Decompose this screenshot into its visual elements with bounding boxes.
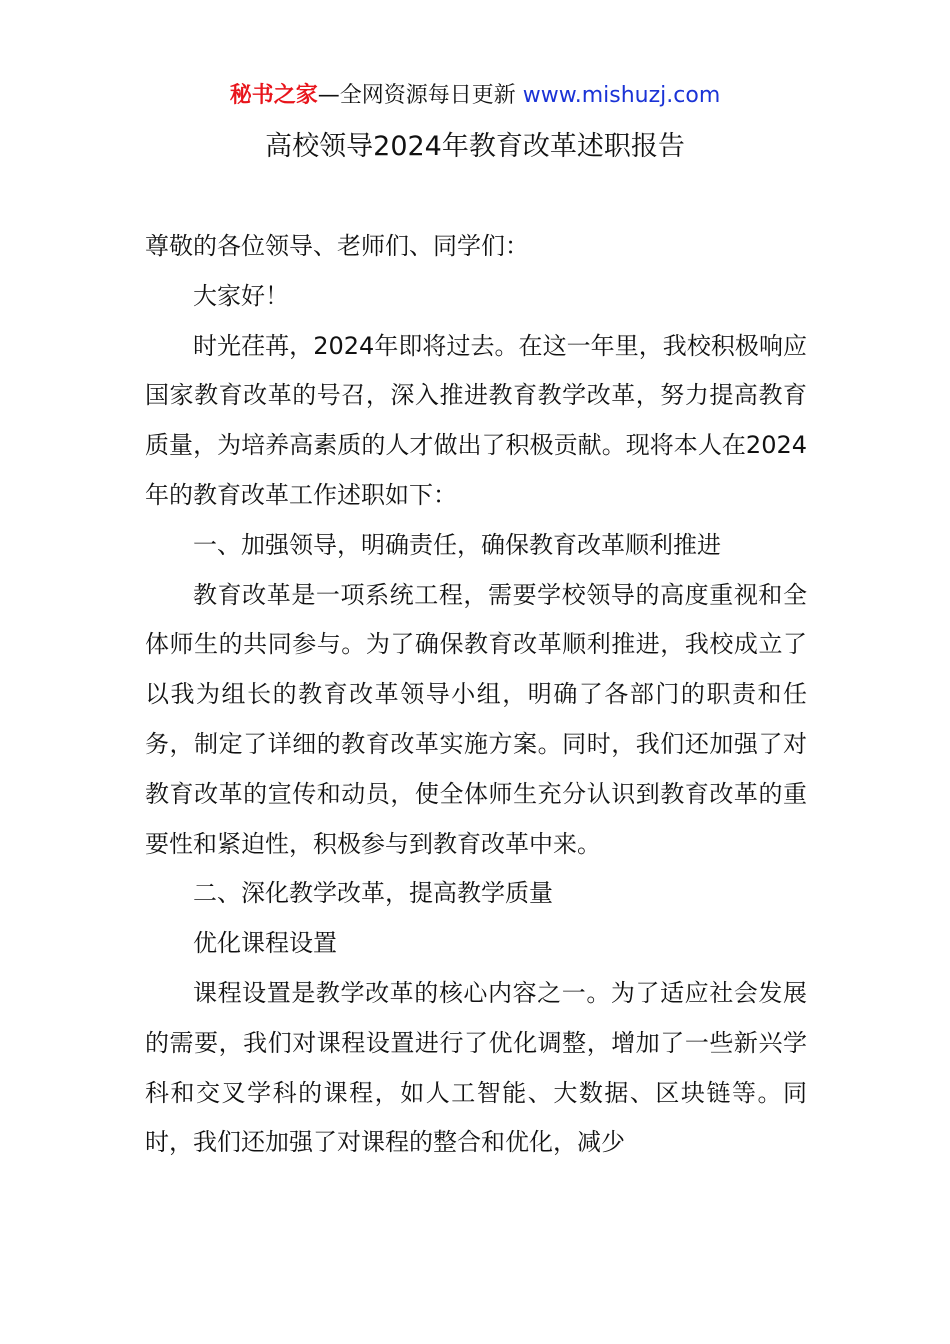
section-1-heading: 一、加强领导，明确责任，确保教育改革顺利推进 <box>193 530 721 559</box>
salutation: 尊敬的各位领导、老师们、同学们： <box>145 232 529 260</box>
greeting: 大家好！ <box>193 281 289 310</box>
section-2-heading: 二、深化教学改革，提高教学质量 <box>193 879 553 908</box>
document-title: 高校领导2024年教育改革述职报告 <box>265 131 685 162</box>
section-2-paragraph: 课程设置是教学改革的核心内容之一。为了适应社会发展的需要，我们对课程设置进行了优化调整，增加了一些新兴学科和交叉学科的课程，如人工智能、大数据、区块链等。同时，我们还加强了对课程的整合和优化，减少 <box>145 978 807 1157</box>
section-1-paragraph: 教育改革是一项系统工程，需要学校领导的高度重视和全体师生的共同参与。为了确保教育改革顺利推进，我校成立了以我为组长的教育改革领导小组，明确了各部门的职责和任务，制定了详细的教育改革实施方案。同时，我们还加强了对教育改革的宣传和动员，使全体师生充分认识到教育改革的重要性和紧迫性，积极参与到教育改革中来。 <box>145 580 807 858</box>
brand-name: 秘书之家 <box>229 83 318 108</box>
document-body <box>145 222 807 1168</box>
intro-paragraph: 时光荏苒，2024年即将过去。在这一年里，我校积极响应国家教育改革的号召，深入推进教育教学改革，努力提高教育质量，为培养高素质的人才做出了积极贡献。现将本人在2024年的教育改革工作述职如下： <box>145 331 807 509</box>
site-url-link[interactable]: www.mishuzj.com <box>522 83 721 108</box>
site-banner <box>0 80 950 112</box>
banner-tagline: —全网资源每日更新 <box>317 83 523 108</box>
section-2-subheading: 优化课程设置 <box>193 929 337 958</box>
